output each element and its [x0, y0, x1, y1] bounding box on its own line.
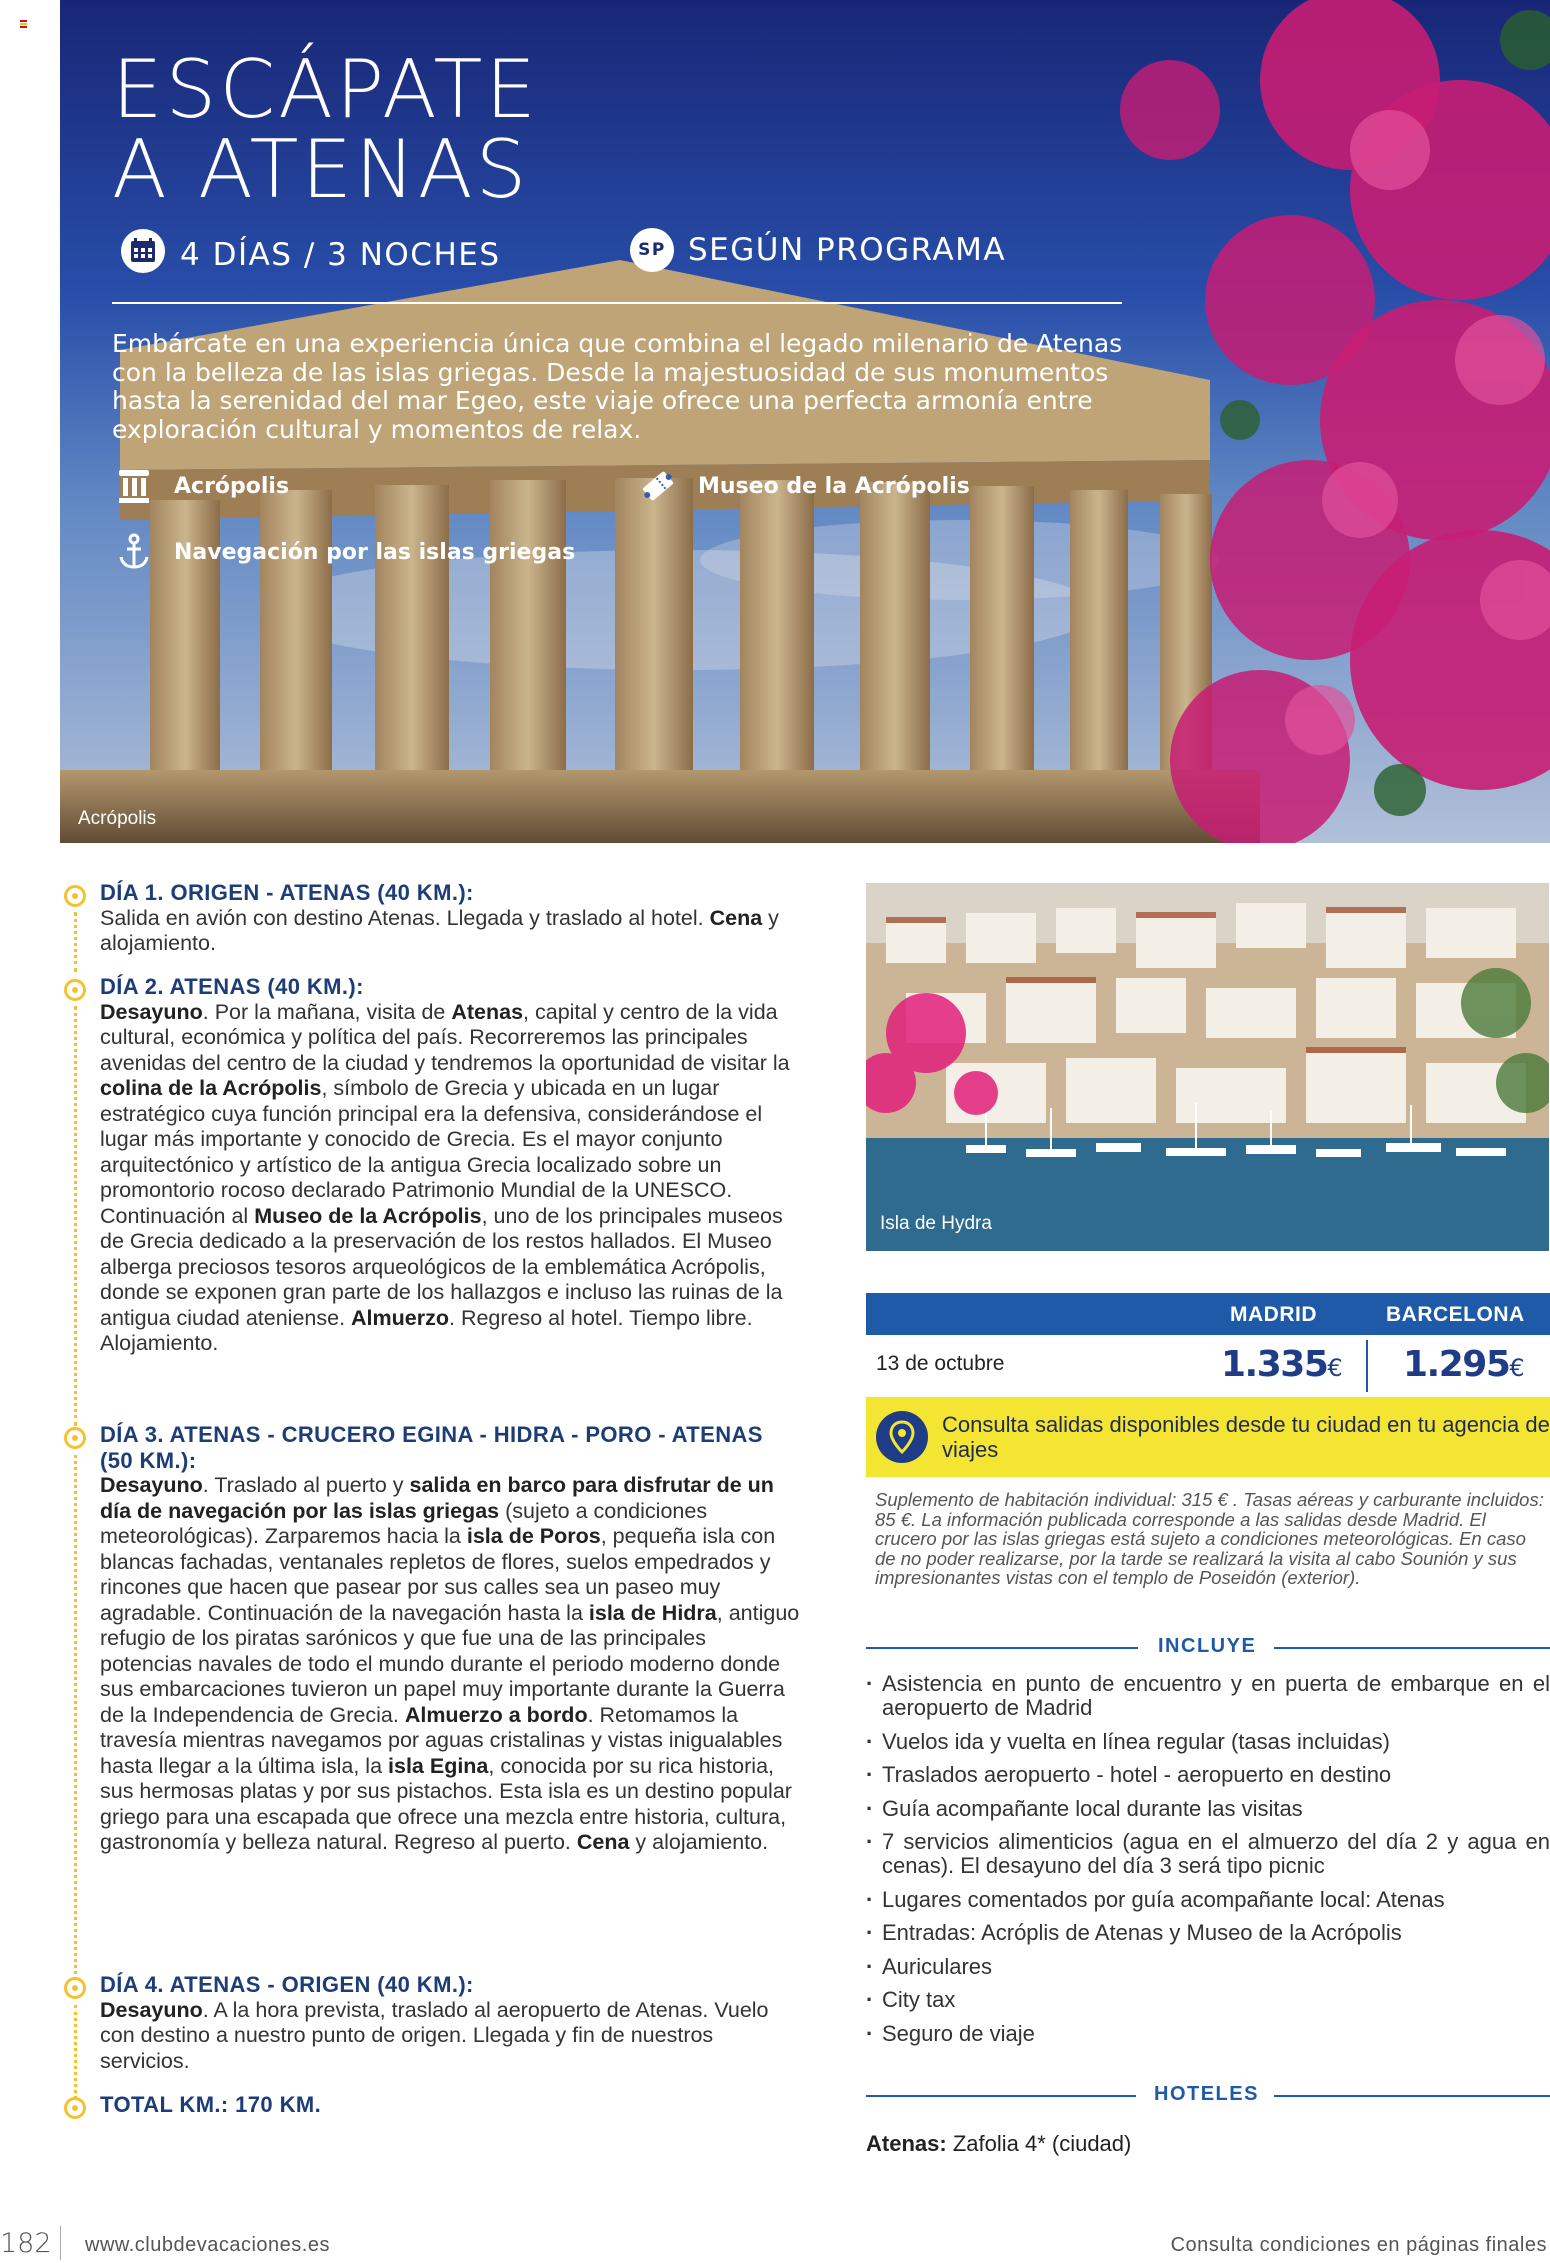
bold-text: Atenas [451, 999, 524, 1024]
list-item: · Entradas: Acróplis de Atenas y Museo de la Acrópolis [866, 1921, 1550, 1945]
heading-rule [1274, 1647, 1550, 1649]
day-item [60, 1422, 800, 1972]
currency-symbol: € [1509, 1354, 1525, 1382]
hero-intro: Embárcate en una experiencia única que combina el legado milenario de Atenas con la belleza de las islas griegas. Desde la majestuosidad de sus monumentos hasta la serenidad del mar Egeo, este viaje ofrece una perfecta armonía entre exploración cultural y momentos de relax. [112, 329, 1123, 444]
list-item: · 7 servicios alimenticios (agua en el almuerzo del día 2 y agua en cenas). El desayuno del día 3 será tipo picnic [866, 1830, 1550, 1878]
bold-text: Desayuno [100, 1473, 203, 1497]
list-item: · Auriculares [866, 1955, 1550, 1979]
hotels-heading [866, 2083, 1550, 2109]
harbour-illustration [866, 883, 1549, 1251]
hero-banner [60, 0, 1550, 843]
bold-text: colina de la Acrópolis [100, 1076, 322, 1100]
day-text: Desayuno. A la hora prevista, traslado al aeropuerto de Atenas. Vuelo con destino a nuestro punto de origen. Llegada y fin de nuestros servicios. [100, 1997, 769, 2073]
bold-text: salida en barco para disfrutar de un día de navegación por las islas griegas [100, 1473, 774, 1523]
heading-rule [866, 2095, 1136, 2097]
bold-text: Desayuno [100, 1997, 203, 2022]
photo-caption: Acrópolis [78, 808, 157, 829]
hotels-title: HOTELES [1154, 2083, 1259, 2105]
hydra-photo [866, 883, 1549, 1251]
duration-text: 4 DÍAS / 3 NOCHES [180, 237, 501, 273]
timeline-marker-icon [64, 2097, 86, 2119]
highlight-label: Museo de la Acrópolis [698, 473, 970, 499]
price-value: 1.295 [1403, 1344, 1510, 1385]
price-value: 1.335 [1221, 1344, 1328, 1385]
timeline-marker-icon [64, 1977, 86, 1999]
includes-list [866, 1672, 1550, 2055]
day-text: Desayuno. Por la mañana, visita de Atenas, capital y centro de la vida cultural, económica y política del país. Recorreremos las principales avenidas del centro de la ciudad y tendremos la oportunidad de visitar la colina de la Acrópolis, símbolo de Grecia y ubicada en un lugar estratégico cuya función principal era la defensiva, considerándose el lugar más importante y conocido de Grecia. Es el mayor conjunto arquitectónico y artístico de la antigua Grecia localizado sobre un promontorio rocoso declarado Patrimonio Mundial de la UNESCO. Continuación al Museo de la Acrópolis, uno de los principales museos de Grecia dedicado a la preservación de los restos hallados. El Museo alberga preciosos tesoros arqueológicos de la emblemática Acrópolis, donde se exponen gran parte de los hallazgos e incluso las ruinas de la antigua ciudad ateniense. Almuerzo. Regreso al hotel. Tiempo libre. Alojamiento. [100, 999, 790, 1355]
timeline-marker-icon [64, 979, 86, 1001]
column-divider [1366, 1340, 1368, 1392]
day-title: DÍA 1. ORIGEN - ATENAS (40 KM.): [100, 880, 474, 905]
location-pin-icon [876, 1411, 928, 1463]
day-text: Desayuno. Traslado al puerto y salida en barco para disfrutar de un día de navegación por las islas griegas (sujeto a condiciones meteorológicas). Zarparemos hacia la isla de Poros, pequeña isla con blancas fachadas, ventanales repletos de flores, suelos empedrados y rincones que hacen que pasear por sus calles sea un paseo muy agradable. Continuación de la navegación hasta la isla de Hidra, antiguo refugio de los piratas sarónicos y que fue una de las principales potencias navales de todo el mundo durante el periodo moderno donde sus embarcaciones tuvieron un papel muy importante durante la Guerra de la Independencia de Grecia. Almuerzo a bordo. Retomamos la travesía mientras navegamos por aguas cristalinas y vistas inigualables hasta llegar a la última isla, la isla Egina, conocida por su rica historia, sus hermosas platas y por sus pistachos. Esta isla es un destino popular griego para una escapada que ofrece una mezcla entre historia, cultura, gastronomía y belleza natural. Regreso al puerto. Cena y alojamiento. [100, 1473, 800, 1854]
bold-text: Cena [576, 1830, 630, 1854]
day-title: DÍA 2. ATENAS (40 KM.): [100, 974, 364, 999]
currency-symbol: € [1327, 1354, 1343, 1382]
bold-text: Almuerzo [351, 1305, 449, 1330]
list-item: · Lugares comentados por guía acompañante local: Atenas [866, 1888, 1550, 1912]
hotel-name: Zafolia 4* (ciudad) [952, 2131, 1132, 2156]
price-madrid [1221, 1344, 1343, 1385]
day-item [60, 1972, 800, 2092]
day-item [60, 2092, 800, 2118]
total-km: TOTAL KM.: 170 KM. [100, 2092, 322, 2117]
photo-caption: Isla de Hydra [880, 1213, 992, 1234]
sp-icon: SP [630, 228, 674, 272]
includes-title: INCLUYE [1158, 1635, 1257, 1657]
column-header-madrid: MADRID [1230, 1303, 1317, 1326]
flag-mark [20, 20, 27, 28]
hotel-entry [866, 2131, 1131, 2157]
list-item: · City tax [866, 1988, 1550, 2012]
bold-text: Almuerzo a bordo [404, 1702, 588, 1727]
page-footer [0, 2226, 1550, 2263]
bold-text: isla de Hidra [588, 1600, 717, 1625]
title-line-1: ESCÁPATE [112, 43, 539, 136]
heading-rule [866, 1647, 1138, 1649]
departure-date: 13 de octubre [876, 1352, 1005, 1375]
anchor-icon [116, 534, 152, 570]
ticket-icon [640, 468, 676, 504]
list-item: · Guía acompañante local durante las visitas [866, 1797, 1550, 1821]
consulta-text: Consulta salidas disponibles desde tu ciudad en tu agencia de viajes [942, 1412, 1550, 1462]
highlight-navigation [116, 534, 575, 570]
bold-text: Museo de la Acrópolis [254, 1203, 482, 1228]
column-icon [116, 468, 152, 504]
hero-divider [112, 302, 1122, 304]
timeline-marker-icon [64, 1427, 86, 1449]
website-link[interactable]: www.clubdevacaciones.es [85, 2234, 330, 2256]
column-header-barcelona: BARCELONA [1386, 1303, 1525, 1326]
price-barcelona [1403, 1344, 1525, 1385]
day-title: DÍA 3. ATENAS - CRUCERO EGINA - HIDRA - PORO - ATENAS (50 KM.): [100, 1422, 763, 1473]
price-table-header [866, 1293, 1550, 1335]
highlight-label: Navegación por las islas griegas [174, 539, 576, 565]
program-text: SEGÚN PROGRAMA [688, 232, 1007, 268]
itinerary [60, 880, 800, 2118]
timeline-marker-icon [64, 885, 86, 907]
page-number: 182 [0, 2228, 52, 2259]
list-item: · Seguro de viaje [866, 2022, 1550, 2046]
day-text: Salida en avión con destino Atenas. Llegada y traslado al hotel. Cena y alojamiento. [100, 905, 779, 955]
bold-text: Desayuno [100, 999, 203, 1024]
footer-divider [60, 2226, 61, 2260]
consulta-banner [866, 1397, 1550, 1477]
bold-text: isla de Poros [466, 1524, 601, 1548]
page-title [112, 43, 539, 216]
bold-text: Cena [709, 905, 763, 930]
bold-text: isla Egina [388, 1753, 489, 1778]
highlight-museum [640, 468, 970, 504]
list-item: · Vuelos ida y vuelta en línea regular (tasas incluidas) [866, 1730, 1550, 1754]
list-item: · Traslados aeropuerto - hotel - aeropuerto en destino [866, 1763, 1550, 1787]
includes-heading [866, 1635, 1550, 1661]
heading-rule [1274, 2095, 1550, 2097]
highlight-label: Acrópolis [174, 473, 290, 499]
day-title: DÍA 4. ATENAS - ORIGEN (40 KM.): [100, 1972, 474, 1997]
price-row [866, 1336, 1550, 1396]
conditions-note-footer: Consulta condiciones en páginas finales [1170, 2234, 1547, 2256]
day-item [60, 880, 800, 974]
conditions-note: Suplemento de habitación individual: 315 € . Tasas aéreas y carburante incluidos: 85 €. La información publicada corresponde a las salidas desde Madrid. El crucero por las islas griegas está sujeto a condiciones meteorológicas. En caso de no poder realizarse, por la tarde se realizará la visita al cabo Sounión y sus impresionantes vistas con el templo de Poseidón (exterior). [875, 1489, 1544, 1589]
title-line-2: A ATENAS [112, 123, 530, 216]
list-item: · Asistencia en punto de encuentro y en puerta de embarque en el aeropuerto de Madrid [866, 1672, 1550, 1720]
day-item [60, 974, 800, 1422]
highlight-acropolis [116, 468, 289, 504]
hotel-city: Atenas: [866, 2131, 947, 2156]
calendar-icon [120, 228, 166, 282]
program-badge [630, 228, 1006, 272]
duration-badge [120, 228, 501, 282]
